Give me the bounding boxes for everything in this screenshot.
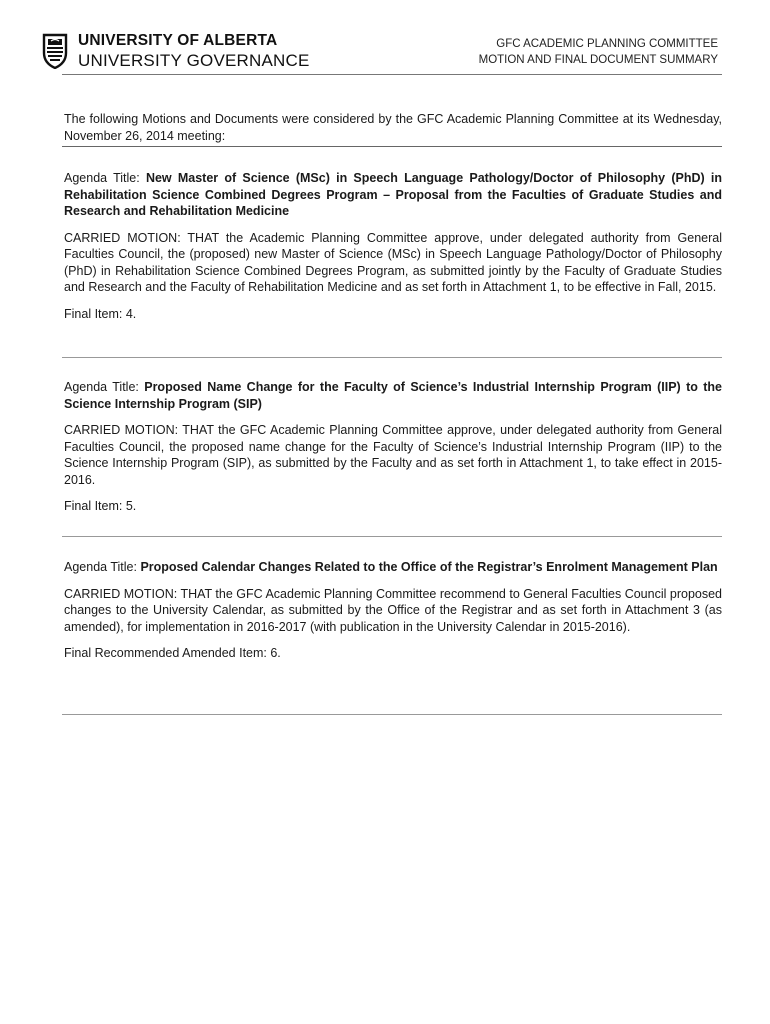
page-header <box>42 33 722 75</box>
university-logo <box>42 33 310 69</box>
agenda-title-prefix: Agenda Title: <box>64 380 145 394</box>
document-title-line2: MOTION AND FINAL DOCUMENT SUMMARY <box>478 54 718 66</box>
final-item: Final Recommended Amended Item: 6. <box>64 646 281 660</box>
section-divider <box>62 357 722 358</box>
agenda-title-text: Proposed Name Change for the Faculty of Science’s Industrial Internship Program (IIP) to the Science Internship Program (SIP) <box>64 380 722 411</box>
agenda-item-1 <box>64 170 722 322</box>
agenda-title <box>64 170 722 220</box>
section-divider <box>62 714 722 715</box>
intro-paragraph: The following Motions and Documents were considered by the GFC Academic Planning Committee at its Wednesday, November 26, 2014 meeting: <box>64 111 722 143</box>
agenda-title <box>64 379 722 412</box>
shield-crest-icon <box>42 33 68 69</box>
document-title-line1: GFC ACADEMIC PLANNING COMMITTEE <box>496 38 718 50</box>
final-item: Final Item: 4. <box>64 306 137 321</box>
carried-motion: CARRIED MOTION: THAT the GFC Academic Planning Committee recommend to General Faculties Council proposed changes to the University Calendar, as submitted by the Office of the Registrar and as set forth in Attachment 3 (as amended), for implementation in 2016-2017 (with publication in the University Calendar in 2015-2016). <box>64 586 722 634</box>
header-divider <box>62 74 722 75</box>
section-divider <box>62 146 722 147</box>
final-item: Final Item: 5. <box>64 499 137 513</box>
agenda-title <box>64 559 722 576</box>
logo-text-line1: UNIVERSITY OF ALBERTA <box>78 32 278 49</box>
carried-motion: CARRIED MOTION: THAT the GFC Academic Planning Committee approve, under delegated authority from General Faculties Council, the proposed name change for the Faculty of Science’s Industrial Internship Program (IIP) to the Science Internship Program (SIP), as submitted by the Faculty and as set forth in Attachment 1, to take effect in 2015-2016. <box>64 423 722 487</box>
logo-text-line2: UNIVERSITY GOVERNANCE <box>78 50 310 70</box>
document-title-block <box>479 36 718 68</box>
agenda-title-text: Proposed Calendar Changes Related to the Office of the Registrar’s Enrolment Management Plan <box>140 560 718 574</box>
agenda-item-2 <box>64 379 722 515</box>
agenda-title-prefix: Agenda Title: <box>64 560 141 574</box>
section-divider <box>62 536 722 537</box>
agenda-item-3 <box>64 559 722 662</box>
carried-motion: CARRIED MOTION: THAT the Academic Planning Committee approve, under delegated authority from General Faculties Council, the (proposed) new Master of Science (MSc) in Speech Language Pathology/Doctor of Philosophy (PhD) in Rehabilitation Science Combined Degrees Program, as submitted jointly by the Faculty of Graduate Studies and Research and the Faculty of Rehabilitation Medicine and as set forth in Attachment 1, to be effective in Fall, 2015. <box>64 230 722 294</box>
agenda-title-text: New Master of Science (MSc) in Speech Language Pathology/Doctor of Philosophy (PhD) in Rehabilitation Science Combined Degrees Program – Proposal from the Faculties of Graduate Studies and Research and Rehabilitation Medicine <box>64 171 722 218</box>
agenda-title-prefix: Agenda Title: <box>64 171 146 185</box>
